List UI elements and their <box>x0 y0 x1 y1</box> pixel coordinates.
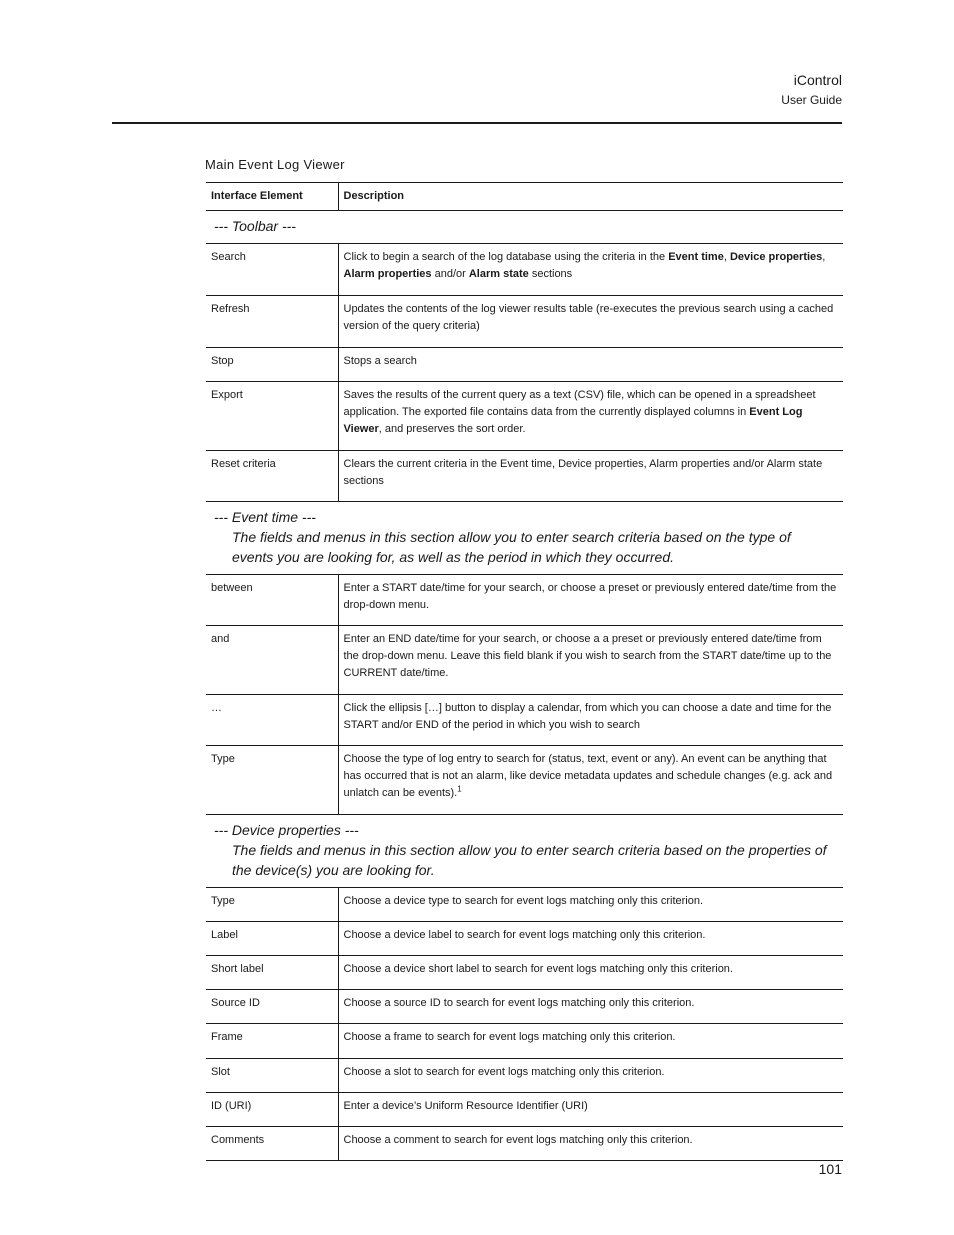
header-doc-title: User Guide <box>781 93 842 107</box>
description-cell: Choose a slot to search for event logs matching only this criterion. <box>338 1059 843 1093</box>
description-cell: Updates the contents of the log viewer results table (re-executes the previous search using a cached version of the query criteria) <box>338 296 843 348</box>
page-number: 101 <box>818 1161 842 1177</box>
element-cell: Comments <box>206 1127 338 1161</box>
element-cell: Source ID <box>206 990 338 1024</box>
description-cell: Choose the type of log entry to search for (status, text, event or any). An event can be anything that has occurred that is not an alarm, like device metadata updates and schedule changes (e.g. ack and unlatch can be events).$^1$ <box>338 746 843 815</box>
description-cell: Choose a source ID to search for event logs matching only this criterion. <box>338 990 843 1024</box>
table-row <box>206 382 843 451</box>
table-row <box>206 695 843 746</box>
table-row <box>206 451 843 502</box>
section-heading <box>206 815 843 888</box>
header-interface-element: Interface Element <box>206 183 338 211</box>
table-row <box>206 626 843 695</box>
description-cell: Enter an END date/time for your search, or choose a a preset or previously entered date/time from the drop-down menu. Leave this field blank if you wish to search from the START date/time up to the CURRENT date/time. <box>338 626 843 695</box>
description-cell: Choose a frame to search for event logs matching only this criterion. <box>338 1024 843 1059</box>
section-title: --- Toolbar --- <box>214 218 296 234</box>
description-cell: Click the ellipsis […] button to display a calendar, from which you can choose a date and time for the START and/or END of the period in which you wish to search <box>338 695 843 746</box>
element-cell: Reset criteria <box>206 451 338 502</box>
running-header <box>781 70 842 109</box>
section-title: --- Device properties --- <box>214 822 359 838</box>
section-heading <box>206 502 843 575</box>
element-cell: Type <box>206 888 338 922</box>
section-heading-row <box>206 502 843 575</box>
table-caption: Main Event Log Viewer <box>205 157 345 172</box>
table-row <box>206 990 843 1024</box>
table-row <box>206 1127 843 1161</box>
description-cell: Click to begin a search of the log database using the criteria in the Event time, Device properties, Alarm properties and/or Alarm state sections <box>338 244 843 296</box>
table-row <box>206 746 843 815</box>
table-row <box>206 348 843 382</box>
description-cell: Clears the current criteria in the Event time, Device properties, Alarm properties and/or Alarm state sections <box>338 451 843 502</box>
description-cell: Choose a device type to search for event logs matching only this criterion. <box>338 888 843 922</box>
header-product: iControl <box>793 72 842 88</box>
table-row <box>206 1093 843 1127</box>
section-title: --- Event time --- <box>214 509 316 525</box>
element-cell: Type <box>206 746 338 815</box>
element-cell: between <box>206 575 338 626</box>
table-body <box>206 211 843 1161</box>
description-cell: Enter a START date/time for your search, or choose a preset or previously entered date/time from the drop-down menu. <box>338 575 843 626</box>
element-cell: Search <box>206 244 338 296</box>
table-row <box>206 575 843 626</box>
section-heading-row <box>206 815 843 888</box>
element-cell: Refresh <box>206 296 338 348</box>
description-cell: Enter a device’s Uniform Resource Identifier (URI) <box>338 1093 843 1127</box>
description-cell: Stops a search <box>338 348 843 382</box>
element-cell: ID (URI) <box>206 1093 338 1127</box>
section-heading <box>206 211 843 244</box>
table-header-row <box>206 183 843 211</box>
element-cell: Short label <box>206 956 338 990</box>
description-cell: Choose a comment to search for event logs matching only this criterion. <box>338 1127 843 1161</box>
table-row <box>206 1024 843 1059</box>
description-cell: Choose a device label to search for event logs matching only this criterion. <box>338 922 843 956</box>
element-cell: Label <box>206 922 338 956</box>
table-row <box>206 1059 843 1093</box>
element-cell: Slot <box>206 1059 338 1093</box>
element-cell: Stop <box>206 348 338 382</box>
table-row <box>206 296 843 348</box>
description-cell: Saves the results of the current query as a text (CSV) file, which can be opened in a spreadsheet application. The exported file contains data from the currently displayed columns in Event Log Viewer, and preserves the sort order. <box>338 382 843 451</box>
element-cell: Frame <box>206 1024 338 1059</box>
section-description: The fields and menus in this section allow you to enter search criteria based on the type of events you are looking for, as well as the period in which they occurred. <box>232 529 791 565</box>
element-cell: … <box>206 695 338 746</box>
section-heading-row <box>206 211 843 244</box>
header-description: Description <box>338 183 843 211</box>
description-cell: Choose a device short label to search for event logs matching only this criterion. <box>338 956 843 990</box>
element-cell: Export <box>206 382 338 451</box>
table-row <box>206 244 843 296</box>
interface-table <box>206 182 843 1161</box>
element-cell: and <box>206 626 338 695</box>
table-row <box>206 922 843 956</box>
header-rule <box>112 122 842 124</box>
section-description: The fields and menus in this section allow you to enter search criteria based on the properties of the device(s) you are looking for. <box>232 842 827 878</box>
table-row <box>206 888 843 922</box>
table-row <box>206 956 843 990</box>
